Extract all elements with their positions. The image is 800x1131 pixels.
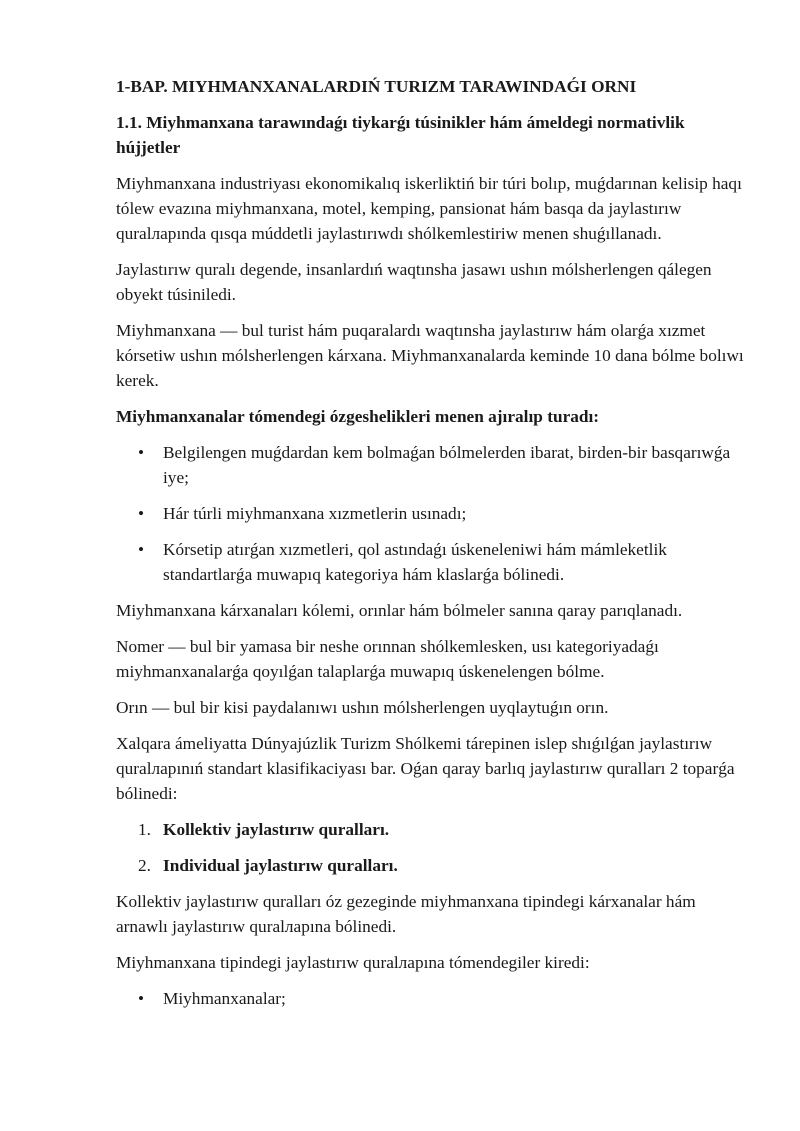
hotel-type-list [116, 986, 746, 1011]
list-item-text: Kollektiv jaylastırıw quralları. [163, 820, 390, 839]
paragraph: Miyhmanxana tipindegi jaylastırıw quralларına tómendegiler kiredi: [116, 953, 590, 972]
list-item-text: Kórsetip atırǵan xızmetleri, qol astındaǵı úskeneleniwi hám mámleketlik standartlarǵa muwapıq kategoriya hám klaslarǵa bólinedi. [163, 540, 667, 584]
section-title: 1.1. Miyhmanxana tarawındaǵı tiykarǵı túsinikler hám ámeldegi normativlik hújjetler [116, 113, 685, 157]
list-intro-heading: Miyhmanxanalar tómendegi ózgeshelikleri menen ajıralıp turadı: [116, 407, 600, 426]
list-item-text: Hár túrli miyhmanxana xızmetlerin usınadı; [163, 504, 467, 523]
bullet-icon: • [138, 504, 145, 523]
paragraph: Kollektiv jaylastırıw quralları óz gezeginde miyhmanxana tipindegi kárxanalar hám arnawlı jaylastırıw quralларına bólinedi. [116, 892, 696, 936]
bullet-icon: • [138, 989, 145, 1008]
list-item [116, 537, 746, 587]
paragraph: Miyhmanxana industriyası ekonomikalıq iskerliktiń bir túri bolıp, muǵdarınan kelisip haqı tólew evazına miyhmanxana, motel, kemping, pansionat hám basqa da jaylastırıw quralларında qısqa múddetli jaylastırıwdı shólkemlestiriw menen shuǵıllanadı. [116, 174, 742, 243]
list-number: 2. [138, 856, 151, 875]
bullet-icon: • [138, 540, 145, 559]
paragraph: Orın — bul bir kisi paydalanıwı ushın mólsherlengen uyqlaytuǵın orın. [116, 698, 609, 717]
list-item [116, 440, 746, 490]
list-item-text: Individual jaylastırıw quralları. [163, 856, 398, 875]
paragraph: Miyhmanxana — bul turist hám puqaralardı waqtınsha jaylastırıw hám olarǵa xızmet kórsetiw ushın mólsherlengen kárxana. Miyhmanxanalarda keminde 10 dana bólme bolıwı kerek. [116, 321, 744, 390]
paragraph: Xalqara ámeliyatta Dúnyajúzlik Turizm Shólkemi tárepinen islep shıǵılǵan jaylastırıw quralларınıń standart klasifikaciyası bar. Oǵan qaray barlıq jaylastırıw quralları 2 toparǵa bólinedi: [116, 734, 735, 803]
chapter-title: 1-BAP. MIYHMANXANALARDIŃ TURIZM TARAWINDAǴI ORNI [116, 77, 637, 96]
list-item-text: Miyhmanxanalar; [163, 989, 286, 1008]
list-item-text: Belgilengen muǵdardan kem bolmaǵan bólmelerden ibarat, birden-bir basqarıwǵa iye; [163, 443, 731, 487]
document-page [116, 74, 746, 1022]
list-number: 1. [138, 820, 151, 839]
paragraph: Miyhmanxana kárxanaları kólemi, orınlar hám bólmeler sanına qaray parıqlanadı. [116, 601, 683, 620]
features-list [116, 440, 746, 587]
categories-list [116, 817, 746, 878]
numbered-list-item [116, 817, 746, 842]
paragraph: Jaylastırıw quralı degende, insanlardıń waqtınsha jasawı ushın mólsherlengen qálegen obyekt túsiniledi. [116, 260, 712, 304]
numbered-list-item [116, 853, 746, 878]
bullet-icon: • [138, 443, 145, 462]
list-item [116, 501, 746, 526]
list-item [116, 986, 746, 1011]
paragraph: Nomer — bul bir yamasa bir neshe orınnan shólkemlesken, usı kategoriyadaǵı miyhmanxanalarǵa qoyılǵan talaplarǵa muwapıq úskenelengen bólme. [116, 637, 659, 681]
